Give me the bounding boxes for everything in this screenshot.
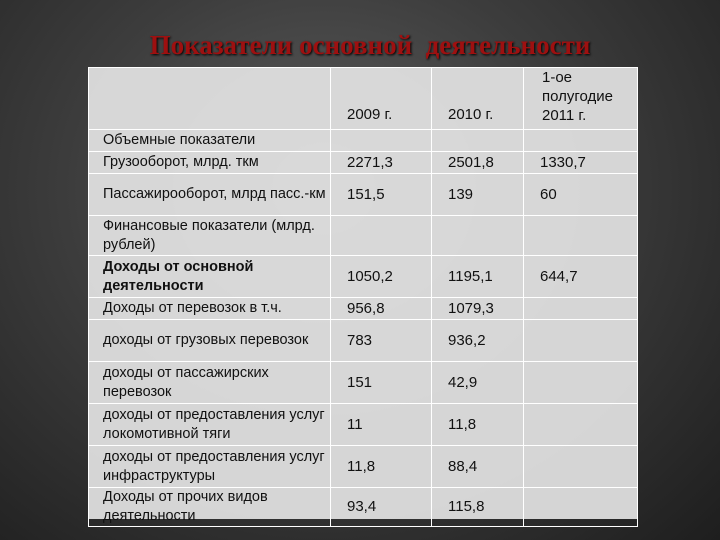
row-value-2010: 88,4: [432, 446, 524, 488]
row-label: Пассажирооборот, млрд пасс.-км: [89, 174, 331, 216]
row-value-2009: 783: [331, 320, 432, 362]
row-value-2009: 1050,2: [331, 256, 432, 298]
row-value-2009: 956,8: [331, 298, 432, 320]
row-value-2010: 1079,3: [432, 298, 524, 320]
row-value-2011: 60: [524, 174, 638, 216]
row-label: Объемные показатели: [89, 130, 331, 152]
table-row: [89, 256, 638, 298]
page-title: Показатели основной деятельности: [149, 30, 591, 60]
row-value-2011: [524, 446, 638, 488]
row-value-2011: [524, 362, 638, 404]
row-value-2009: 151: [331, 362, 432, 404]
row-value-2010: 11,8: [432, 404, 524, 446]
row-value-2011: [524, 130, 638, 152]
row-label: доходы от грузовых перевозок: [89, 320, 331, 362]
table-row: [89, 130, 638, 152]
row-value-2011: 1330,7: [524, 152, 638, 174]
row-value-2009: [331, 130, 432, 152]
row-label: доходы от пассажирских перевозок: [89, 362, 331, 404]
row-value-2009: 93,4: [331, 488, 432, 527]
table-row: [89, 216, 638, 256]
row-label: Доходы от прочих видов деятельности: [89, 488, 331, 527]
row-label: Доходы от основной деятельности: [89, 256, 331, 298]
table-row: [89, 488, 638, 527]
row-value-2010: 2501,8: [432, 152, 524, 174]
table-row: [89, 404, 638, 446]
row-value-2009: 11,8: [331, 446, 432, 488]
row-label: Финансовые показатели (млрд. рублей): [89, 216, 331, 256]
row-value-2010: 936,2: [432, 320, 524, 362]
row-value-2009: 11: [331, 404, 432, 446]
header-2010: 2010 г.: [432, 68, 524, 130]
header-2009: 2009 г.: [331, 68, 432, 130]
table-row: [89, 174, 638, 216]
row-label: доходы от предоставления услуг инфраструктуры: [89, 446, 331, 488]
row-value-2009: 151,5: [331, 174, 432, 216]
row-value-2010: 42,9: [432, 362, 524, 404]
table-row: [89, 362, 638, 404]
row-label: доходы от предоставления услуг локомотивной тяги: [89, 404, 331, 446]
row-value-2011: 644,7: [524, 256, 638, 298]
row-value-2011: [524, 404, 638, 446]
row-value-2010: [432, 216, 524, 256]
table-row: [89, 298, 638, 320]
row-value-2011: [524, 488, 638, 527]
table-row: [89, 320, 638, 362]
row-value-2010: 1195,1: [432, 256, 524, 298]
table-row: [89, 152, 638, 174]
row-value-2010: 115,8: [432, 488, 524, 527]
row-value-2011: [524, 298, 638, 320]
header-empty-cell: [89, 68, 331, 130]
row-label: Доходы от перевозок в т.ч.: [89, 298, 331, 320]
indicators-table-wrap: [88, 67, 637, 524]
row-value-2009: [331, 216, 432, 256]
table-row: [89, 446, 638, 488]
row-value-2010: [432, 130, 524, 152]
row-value-2010: 139: [432, 174, 524, 216]
row-value-2009: 2271,3: [331, 152, 432, 174]
table-header-row: [89, 68, 638, 130]
row-value-2011: [524, 320, 638, 362]
row-value-2011: [524, 216, 638, 256]
row-label: Грузооборот, млрд. ткм: [89, 152, 331, 174]
indicators-table: [88, 67, 638, 527]
header-2011-h1: 1-ое полугодие 2011 г.: [524, 68, 638, 130]
